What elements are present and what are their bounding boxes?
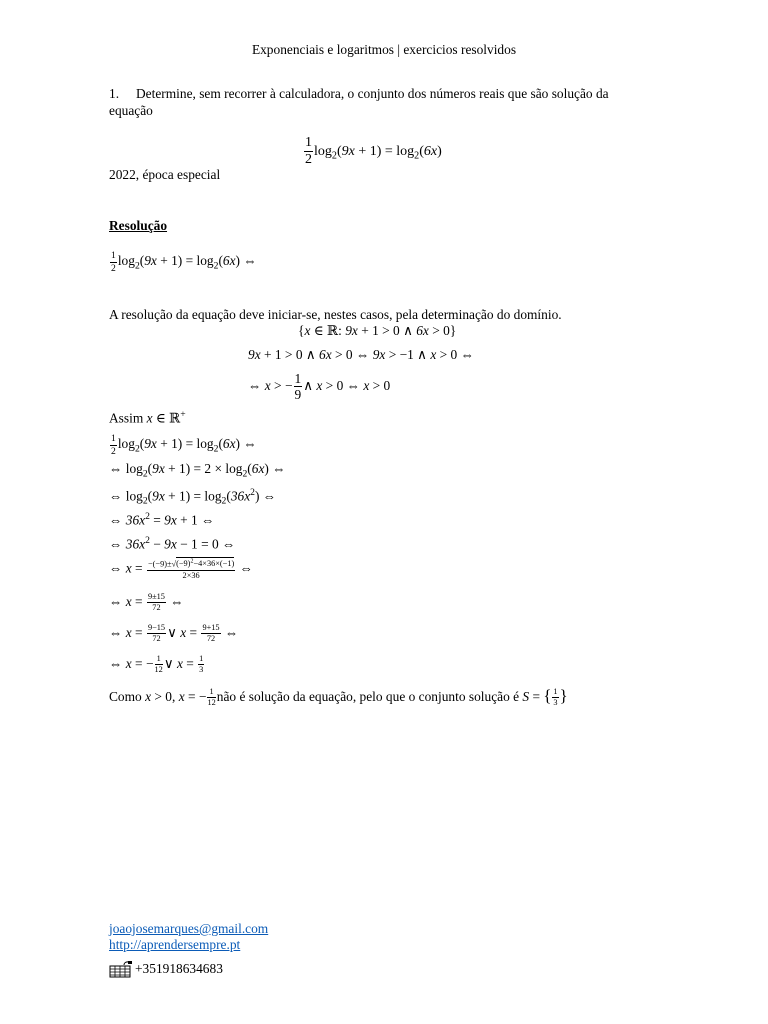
step-3: ⇔ $\log_2(9x + 1) = \log_2(36x^2)$ ⇔: [109, 487, 277, 507]
resolution-heading: Resolução: [109, 218, 168, 233]
exercise-text: Determine, sem recorrer à calculadora, o conjunto dos números reais que são solução da equação: [109, 86, 609, 118]
website-link[interactable]: http://aprendersempre.pt: [109, 937, 241, 952]
step-9: ⇔ x = − $\frac{1}{12}$ ∨ x = $\frac{1}{3}$: [109, 654, 204, 675]
telephone-icon: [109, 960, 133, 978]
step-5: ⇔ $36x^2 - 9x - 1 = 0$ ⇔: [109, 535, 236, 552]
conclusion: Como x > 0, x = − $\frac{1}{12}$ não é solução da equação, pelo que o conjunto solução é S = { $\frac{1}{3}$ }: [109, 686, 568, 708]
step-1: $\frac{1}{2}$ $\log_2(9x + 1) = \log_2(6x)$ ⇔: [111, 433, 257, 457]
exercise-statement: [109, 86, 654, 120]
step-2: ⇔ $\log_2(9x + 1) = 2 \times \log_2(6x)$ ⇔: [109, 461, 286, 480]
page-header: Exponenciais e logaritmos | exercicios resolvidos: [251, 42, 517, 57]
step-4: ⇔ $36x^2 = 9x + 1$ ⇔: [109, 511, 215, 528]
phone-number: +351918634683: [135, 961, 223, 977]
domain-paragraph: A resolução da equação deve iniciar-se, nestes casos, pela determinação do domínio.: [109, 307, 562, 322]
domain-set: {x ∈ ℝ: 9x + 1 > 0 ∧ 6x > 0}: [298, 323, 457, 338]
domain-step-1: 9x + 1 > 0 ∧ 6x > 0 ⇔ 9x > −1 ∧ x > 0 ⇔: [248, 347, 474, 362]
step-7: ⇔ x = $\frac{9\pm 15}{72}$ ⇔: [109, 592, 184, 613]
domain-step-2: ⇔ x > − $\frac{1}{9}$ ∧ x > 0 ⇔ x > 0: [248, 371, 391, 403]
step-6-quadratic-formula: ⇔ x = $\frac{-(-9)\pm√(-9)^2-4\times 36\times(-1)}{2\times 36}$ ⇔: [109, 559, 254, 580]
phone-row: [109, 960, 223, 978]
step-8: ⇔ x = $\frac{9-15}{72}$ ∨ x = $\frac{9+15}{72}$ ⇔: [109, 623, 239, 644]
exercise-number: 1.: [109, 86, 120, 101]
email-link[interactable]: joaojosemarques@gmail.com: [109, 921, 269, 936]
resolution-first-line: $\frac{1}{2}$ $\log_2(9x + 1) = \log_2(6x)$ ⇔: [111, 250, 257, 274]
display-equation: $\frac{1}{2}$ $\log_2(9x + 1) = \log_2(6x)$: [305, 135, 442, 167]
exercise-source: 2022, época especial: [109, 167, 221, 182]
domain-result: Assim x ∈ ℝ+: [109, 409, 186, 426]
